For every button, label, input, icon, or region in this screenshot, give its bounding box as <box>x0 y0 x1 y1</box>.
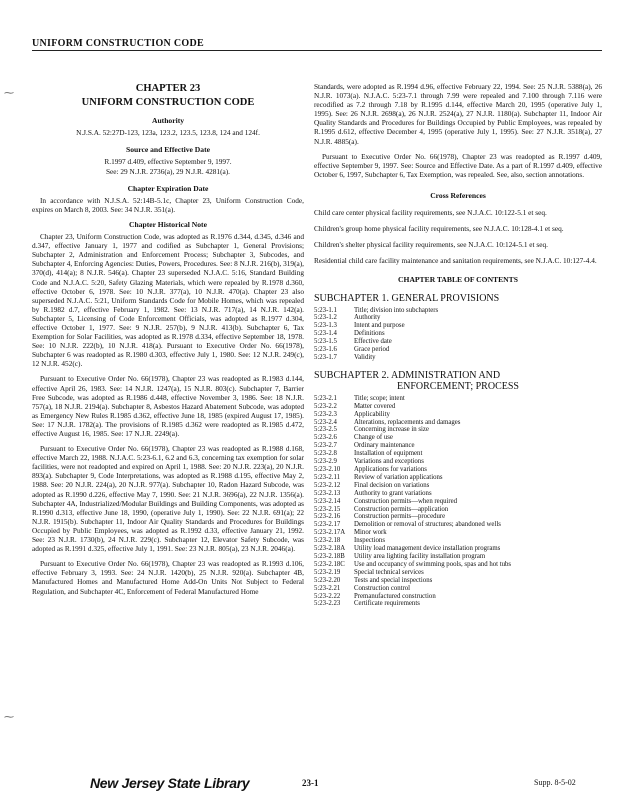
section-number: 5:23-2.9 <box>314 458 337 466</box>
section-number: 5:23-2.4 <box>314 418 337 426</box>
subchapter-2-list <box>314 395 602 608</box>
toc-row <box>314 513 602 521</box>
toc-row <box>314 307 602 315</box>
historical-paragraph: Pursuant to Executive Order No. 66(1978), Chapter 23 was readopted as R.1993 d.106, effective February 3, 1993. See: 24 N.J.R. 1420(b), 25 N.J.R. 920(a). Subchapter 4B, Manufactured Homes and Manufactured Home Add-On Units Not Subject to Federal Regulation, and Subchapter 4C, Enforcement of Federal Manufactured Home <box>32 559 304 596</box>
section-number: 5:23-2.5 <box>314 426 337 434</box>
cross-reference: Children's group home physical facility requirements, see N.J.A.C. 10:128-4.1 et seq. <box>314 224 564 234</box>
source-text-1: R.1997 d.409, effective September 9, 1997. <box>104 157 232 167</box>
toc-row <box>314 529 602 537</box>
section-number: 5:23-2.10 <box>314 466 341 473</box>
section-title: Variations and exceptions <box>354 458 424 466</box>
toc-row <box>314 561 602 569</box>
expiration-text: In accordance with N.J.S.A. 52:14B-5.1c, Chapter 23, Uniform Construction Code, expires on March 8, 2003. See: 34 N.J.R. 351(a). <box>32 195 304 214</box>
section-number: 5:23-2.1 <box>314 394 337 402</box>
section-title: Authority to grant variations <box>354 489 432 497</box>
section-number: 5:23-1.5 <box>314 338 337 346</box>
section-title: Final decision on variations <box>354 481 430 489</box>
section-number: 5:23-2.13 <box>314 489 341 497</box>
toc-row <box>314 537 602 545</box>
section-number: 5:23-2.3 <box>314 410 337 418</box>
toc-row <box>314 426 602 434</box>
section-title: Review of variation applications <box>354 473 443 481</box>
section-number: 5:23-2.20 <box>314 576 341 584</box>
section-number: 5:23-2.2 <box>314 402 337 410</box>
section-title: Alterations, replacements and damages <box>354 418 461 426</box>
section-title: Intent and purpose <box>354 322 405 330</box>
toc-row <box>314 569 602 577</box>
toc-row <box>314 474 602 482</box>
section-title: Definitions <box>354 330 385 338</box>
section-number: 5:23-1.3 <box>314 322 337 330</box>
toc-row <box>314 458 602 466</box>
section-number: 5:23-2.21 <box>314 584 341 592</box>
section-number: 5:23-1.6 <box>314 346 337 354</box>
section-title: Applications for variations <box>354 466 427 473</box>
section-number: 5:23-1.7 <box>314 353 337 361</box>
section-number: 5:23-2.6 <box>314 434 337 442</box>
section-number: 5:23-2.19 <box>314 568 341 576</box>
source-heading: Source and Effective Date <box>125 145 210 155</box>
toc-row <box>314 545 602 553</box>
section-number: 5:23-2.18B <box>314 552 345 560</box>
running-header: UNIFORM CONSTRUCTION CODE <box>32 38 204 49</box>
section-title: Use and occupancy of swimming pools, spas and hot tubs <box>354 560 512 568</box>
chapter-title: UNIFORM CONSTRUCTION CODE <box>81 97 255 109</box>
toc-row <box>314 403 602 411</box>
section-title: Installation of equipment <box>354 450 423 458</box>
authority-heading: Authority <box>151 116 185 126</box>
toc-row <box>314 593 602 601</box>
section-number: 5:23-2.22 <box>314 592 341 600</box>
cross-reference: Children's shelter physical facility requirements, see N.J.A.C. 10:124-5.1 et seq. <box>314 240 548 250</box>
header-rule <box>32 50 602 51</box>
toc-row <box>314 466 602 474</box>
toc-heading: CHAPTER TABLE OF CONTENTS <box>398 275 518 285</box>
toc-row <box>314 322 602 330</box>
right-column <box>314 82 602 608</box>
toc-row <box>314 585 602 593</box>
section-number: 5:23-2.23 <box>314 600 341 608</box>
section-title: Utility load management device installation programs <box>354 545 501 553</box>
authority-text: N.J.S.A. 52:27D-123, 123a, 123.2, 123.5, 123.8, 124 and 124f. <box>76 128 260 138</box>
toc-row <box>314 419 602 427</box>
section-number: 5:23-1.2 <box>314 314 337 322</box>
toc-row <box>314 346 602 354</box>
library-stamp: New Jersey State Library <box>90 775 250 791</box>
section-title: Demolition or removal of structures; abandoned wells <box>354 521 501 529</box>
section-number: 5:23-2.18C <box>314 560 345 568</box>
toc-row <box>314 395 602 403</box>
page-number: 23-1 <box>302 778 319 788</box>
expiration-heading: Chapter Expiration Date <box>127 183 209 193</box>
section-title: Grace period <box>354 346 390 354</box>
toc-row <box>314 490 602 498</box>
historical-continuation: Pursuant to Executive Order No. 66(1978), Chapter 23 was readopted as R.1997 d.409, effective September 9, 1997. See: Source and Effective Date. As a part of R.1997 d.409, effective October 6, 1997, Subchapter 6, Tax Exemption, was repealed. See, also, section annotations. <box>314 151 602 179</box>
toc-row <box>314 577 602 585</box>
section-title: Title; scope; intent <box>354 394 405 402</box>
section-number: 5:23-2.12 <box>314 481 341 489</box>
section-title: Construction permits—procedure <box>354 513 446 521</box>
section-number: 5:23-1.4 <box>314 330 337 338</box>
cross-reference: Residential child care facility maintenance and sanitation requirements, see N.J.A.C. 10:127-4.4. <box>314 256 597 266</box>
toc-row <box>314 600 602 608</box>
historical-paragraph: Pursuant to Executive Order No. 66(1978), Chapter 23 was readopted as R.1988 d.168, effective March 22, 1988. N.J.A.C. 5:23-6.1, 6.2 and 6.3, concerning tax exemption for solar facilities, were not readopted and expired on April 1, 1988. See: 20 N.J.R. 223(a), 20 N.J.R. 893(a). Subchapter 9, Code Interpretations, was adopted as R.1988 d.195, effective May 2, 1988. See: 20 N.J.R. 224(a), 20 N.J.R. 977(a). Subchapter 10, Radon Hazard Subcode, was adopted as R.1990 d.226, effective May 7, 1990. See: 21 N.J.R. 3696(a), 22 N.J.R. 1356(a). Subchapter 4A, Industrialized/Modular Buildings and Building Components, was adopted as R.1990 d.313, effective June 18, 1990, (operative July 1, 1990). See: 22 N.J.R. 691(a); 22 N.J.R. 1915(b). Subchapter 11, Indoor Air Quality Standards and Procedures for Buildings Occupied by Public Employees, was adopted as R.1992 d.33, effective January 21, 1992. See: 23 N.J.R. 1730(b), 24 N.J.R. 229(c). Subchapter 12, Elevator Safety Subcode, was adopted as R.1991 d.325, effective July 1, 1991. See: 23 N.J.R. 805(a), 23 N.J.R. 2046(a). <box>32 444 304 554</box>
toc-row <box>314 434 602 442</box>
section-title: Tests and special inspections <box>354 576 433 584</box>
section-title: Authority <box>354 314 381 322</box>
section-number: 5:23-2.16 <box>314 513 341 521</box>
subchapter-2-title-cont: ENFORCEMENT; PROCESS <box>397 380 519 392</box>
section-number: 5:23-2.18 <box>314 537 341 545</box>
section-number: 5:23-2.15 <box>314 505 341 513</box>
section-title: Construction permits—application <box>354 505 449 513</box>
section-title: Effective date <box>354 338 392 346</box>
section-number: 5:23-2.7 <box>314 442 337 450</box>
section-title: Validity <box>354 353 376 361</box>
section-number: 5:23-1.1 <box>314 306 337 314</box>
historical-paragraph: Pursuant to Executive Order No. 66(1978), Chapter 23 was readopted as R.1983 d.144, effective April 26, 1983. See: 14 N.J.R. 1247(a), 15 N.J.R. 803(c). Subchapter 7, Barrier Free Subcode, was adopted as R.1986 d.448, effective November 3, 1986. See: 18 N.J.R. 757(a), 18 N.J.R. 2194(a). Subchapter 8, Asbestos Hazard Abatement Subcode, was adopted as Emergency New Rules R.1985 d.362, effective June 18, 1985 (expired August 17, 1985). See: 17 N.J.R. 1782(a). The provisions of R.1985 d.362 were readopted as R.1985 d.472, effective August 16, 1985. See: 17 N.J.R. 2249(a). <box>32 374 304 438</box>
section-title: Minor work <box>354 529 387 537</box>
left-column <box>32 84 304 602</box>
section-title: Ordinary maintenance <box>354 442 415 450</box>
section-title: Title; division into subchapters <box>354 306 439 314</box>
toc-row <box>314 411 602 419</box>
section-number: 5:23-2.18A <box>314 545 346 553</box>
section-title: Certificate requirements <box>354 600 420 608</box>
section-title: Utility area lighting facility installation program <box>354 552 486 560</box>
subchapter-1-title: SUBCHAPTER 1. GENERAL PROVISIONS <box>314 292 500 304</box>
historical-paragraph: Chapter 23, Uniform Construction Code, was adopted as R.1976 d.344, d.345, d.346 and d.347, effective January 1, 1977 and codified as Subchapter 1, General Provisions; Subchapter 2, Administration and Enforcement Process; Subchapter 3, Subcodes, and Subchapter 4, Enforcing Agencies: Duties, Powers, Procedures. See: 8 N.J.R. 216(b), 319(a), 370(d), 414(a); 8 N.J.R. 546(a). Chapter 23 superseded N.J.A.C. 5:16, Standard Building Code and N.J.A.C. 5:20, Safety Glazing Materials, which were repealed by R.1978 d.360, effective October 6, 1978. See: 10 N.J.R. 377(a), 10 N.J.R. 470(a). Chapter 23 also superseded N.J.A.C. 5:21, Uniform Standards Code for Mobile Homes, which was repealed by R.1982 d.7, effective February 1, 1982. See: 13 N.J.R. 717(a), 14 N.J.R. 142(a). Subchapter 5, Licensing of Code Enforcement Officials, was adopted as R.1977 d.304, effective October 1, 1977. See: 9 N.J.R. 257(b), 9 N.J.R. 413(b). Subchapter 6, Tax Exemption for Solar Facilities, was adopted as R.1978 d.334, effective September 18, 1978. See: 10 N.J.R. 222(b), 10 N.J.R. 418(a). Pursuant to Executive Order No. 66(1978), Subchapter 6 was readopted as R.1980 d.303, effective July 1, 1980. See: 12 N.J.R. 249(c), 12 N.J.R. 452(c). <box>32 232 304 369</box>
section-title: Concerning increase in size <box>354 426 429 434</box>
section-title: Premanufactured construction <box>354 592 436 600</box>
toc-row <box>314 521 602 529</box>
toc-row <box>314 314 602 322</box>
cross-references <box>314 208 602 265</box>
section-title: Applicability <box>354 410 390 418</box>
toc-row <box>314 482 602 490</box>
section-number: 5:23-2.8 <box>314 450 337 458</box>
section-title: Inspections <box>354 537 385 545</box>
section-number: 5:23-2.14 <box>314 497 341 505</box>
section-number: 5:23-2.17A <box>314 529 346 537</box>
cross-reference: Child care center physical facility requirements, see N.J.A.C. 10:122-5.1 et seq. <box>314 208 547 218</box>
toc-row <box>314 442 602 450</box>
supplement-date: Supp. 8-5-02 <box>534 778 576 787</box>
toc-row <box>314 450 602 458</box>
historical-continuation: Standards, were adopted as R.1994 d.96, effective February 22, 1994. See: 25 N.J.R. 5388(a), 26 N.J.R. 1073(a). N.J.A.C. 5:23-7.1 through 7.99 were repealed and 7.100 through 7.116 were recodified as 7.2 through 7.18 by R.1995 d.144, effective March 20, 1995 (operative July 1, 1995). See: 26 N.J.R. 2698(a), 26 N.J.R. 2524(a), 27 N.J.R. 1180(a). Subchapter 11, Indoor Air Quality Standards and Procedures for Buildings Occupied by Public Employees, was repealed by R.1995 d.612, effective December 4, 1995 (operative July 1, 1995). See: 27 N.J.R. 3518(a), 27 N.J.R. 4885(a). <box>314 82 602 146</box>
section-title: Change of use <box>354 434 393 442</box>
cross-references-heading: Cross References <box>430 190 486 200</box>
historical-heading: Chapter Historical Note <box>129 219 207 229</box>
subchapter-2-title: SUBCHAPTER 2. ADMINISTRATION AND <box>314 369 501 381</box>
section-title: Construction permits—when required <box>354 497 458 505</box>
margin-mark: ⁓ <box>4 88 14 99</box>
source-text-2: See: 29 N.J.R. 2736(a), 29 N.J.R. 4281(a). <box>105 166 231 176</box>
toc-row <box>314 354 602 362</box>
section-title: Construction control <box>354 584 411 592</box>
section-title: Matter covered <box>354 402 396 410</box>
chapter-number: CHAPTER 23 <box>135 83 201 94</box>
toc-row <box>314 498 602 506</box>
section-number: 5:23-2.11 <box>314 473 340 481</box>
subchapter-1-list <box>314 307 602 362</box>
toc-row <box>314 330 602 338</box>
margin-mark: ⁓ <box>4 712 14 723</box>
toc-row <box>314 506 602 514</box>
section-title: Special technical services <box>354 568 424 576</box>
section-number: 5:23-2.17 <box>314 521 341 529</box>
toc-row <box>314 553 602 561</box>
toc-row <box>314 338 602 346</box>
